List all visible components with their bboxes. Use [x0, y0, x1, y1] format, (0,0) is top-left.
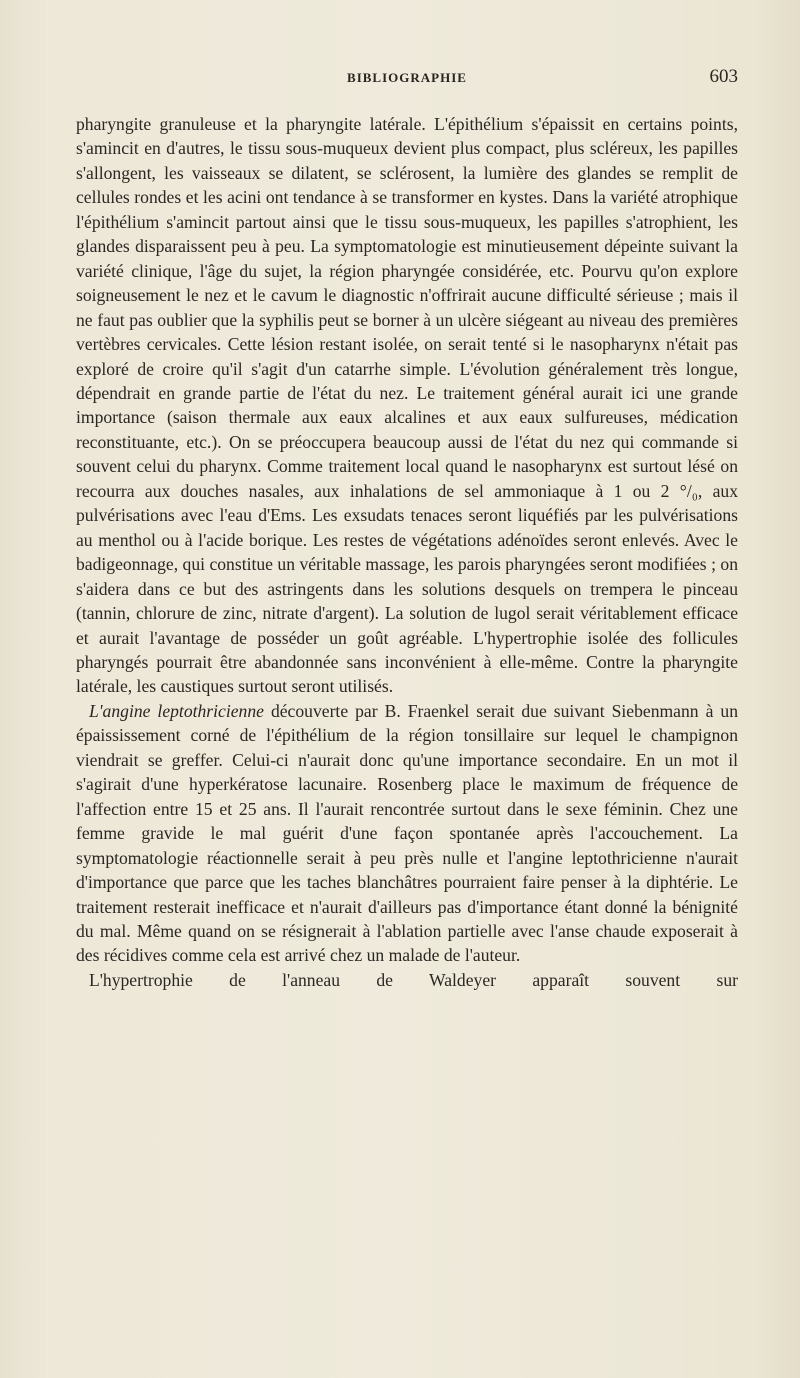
running-head: BIBLIOGRAPHIE	[347, 70, 467, 85]
body-text	[76, 112, 738, 992]
paragraph-pharyngite: pharyngite granuleuse et la pharyngite latérale. L'épithélium s'épaissit en certains points, s'amincit en d'autres, le tissu sous-muqueux devient plus compact, plus scléreux, les papilles s'allongent, les vaisseaux se dilatent, se sclérosent, la lumière des glandes se remplit de cellules rondes et les acini ont tendance à se transformer en kystes. Dans la variété atrophique l'épithélium s'amincit partout ainsi que le tissu sous-muqueux, les papilles s'atrophient, les glandes disparaissent peu à peu. La symptomatologie est minutieusement dépeinte suivant la variété clinique, l'âge du sujet, la région pharyngée considérée, etc. Pourvu qu'on explore soigneusement le nez et le cavum le diagnostic n'offrirait aucune difficulté sérieuse ; mais il ne faut pas oublier que la syphilis peut se borner à un ulcère siégeant au niveau des premières vertèbres cervicales. Cette lésion restant isolée, on serait tenté si le nasopharynx n'était pas exploré de croire qu'il s'agit d'un catarrhe simple. L'évolution généralement très longue, dépendrait en grande partie de l'état du nez. Le traitement général aurait ici une grande importance (saison thermale aux eaux alcalines et aux eaux sulfureuses, médication reconstituante, etc.). On se préoccupera beaucoup aussi de l'état du nez qui commande si souvent celui du pharynx. Comme traitement local quand le nasopharynx est surtout lésé on recourra aux douches nasales, aux inhalations de sel ammoniaque à 1 ou 2 °/₀, aux pulvérisations avec l'eau d'Ems. Les exsudats tenaces seront liquéfiés par les pulvérisations au menthol ou à l'acide borique. Les restes de végétations adénoïdes seront enlevés. Avec le badigeonnage, qui constitue un véritable massage, les parois pharyngées seront modifiées ; on s'aidera dans ce but des astringents dans les solutions desquels on trempera le pinceau (tannin, chlorure de zinc, nitrate d'argent). La solution de lugol serait véritablement efficace et aurait l'avantage de posséder un goût agréable. L'hypertrophie isolée des follicules pharyngés pourrait être abandonnée sans inconvénient à elle-même. Contre la pharyngite latérale, les caustiques surtout seront utilisés.	[76, 114, 738, 697]
page-header	[76, 66, 738, 90]
paragraph-text: découverte par B. Fraenkel serait due suivant Siebenmann à un épaississement corné de l'épithélium de la région tonsillaire sur lequel le champignon viendrait se greffer. Celui-ci n'aurait donc qu'une importance secondaire. En un mot il s'agirait d'une hyperkératose lacunaire. Rosenberg place le maximum de fréquence de l'affection entre 15 et 25 ans. Il l'aurait rencontrée surtout dans le sexe féminin. Chez une femme gravide le mal guérit d'une façon spontanée après l'accouchement. La symptomatologie réactionnelle serait à peu près nulle et l'angine leptothricienne n'aurait d'importance que parce que les taches blanchâtres pourraient faire penser à la diphtérie. Le traitement resterait inefficace et n'aurait d'ailleurs pas d'importance étant donné la bénignité du mal. Même quand on se résignerait à l'ablation partielle avec l'anse chaude exposerait à des récidives comme cela est arrivé chez un malade de l'auteur.	[76, 700, 738, 966]
paragraph-hypertrophie: L'hypertrophie de l'anneau de Waldeyer apparaît souvent sur	[89, 969, 738, 990]
page-number: 603	[709, 66, 738, 87]
paragraph-angine-leptothricienne	[76, 699, 738, 968]
italic-term: L'angine leptothricienne	[89, 700, 264, 721]
